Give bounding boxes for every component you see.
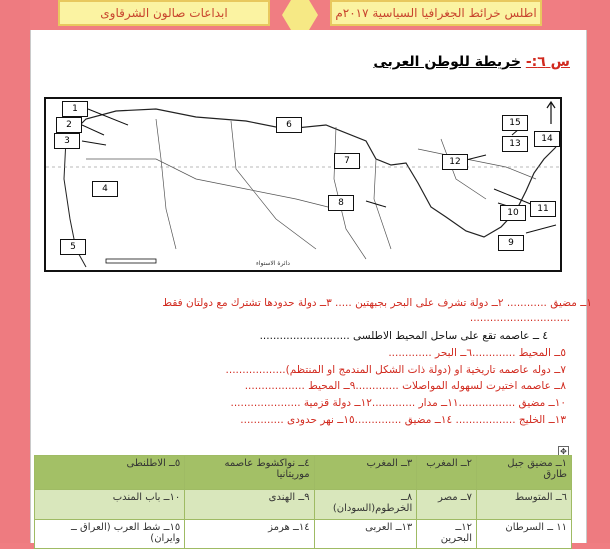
- map-label-14: 14: [534, 131, 560, 147]
- map-label-4: 4: [92, 181, 118, 197]
- map-label-11: 11: [530, 201, 556, 217]
- question-number: س ٦:-: [525, 54, 570, 70]
- map-label-13: 13: [502, 136, 528, 152]
- question-line-5: ٨ــ عاصمه اختيرت لسهوله المواصلات .............٩ــ المحيط ..................: [244, 380, 566, 392]
- answer-cell: ٥ــ الاطلنطى: [35, 456, 185, 490]
- pointer-arrows: [82, 109, 556, 233]
- answer-cell: ٢ــ المغرب: [417, 456, 477, 490]
- question-line-7: ١٣ــ الخليج .................. ١٤ــ مضيق ..............١٥ــ نهر حدودى .............: [240, 414, 566, 426]
- answer-cell: ١٠ــ باب المندب: [35, 490, 185, 520]
- map-drawing: [46, 99, 560, 270]
- question-line-1-continued: ..............................: [469, 312, 570, 324]
- map-label-8: 8: [328, 195, 354, 211]
- left-frame: [0, 0, 30, 543]
- hexagon-decoration: [282, 0, 318, 30]
- answer-cell: ٩ــ الهندى: [185, 490, 314, 520]
- map-label-3: 3: [54, 133, 80, 149]
- map-label-12: 12: [442, 154, 468, 170]
- answer-cell: ١٢ــ البحرين: [417, 520, 477, 549]
- answers-row-3: [35, 520, 572, 549]
- map-label-7: 7: [334, 153, 360, 169]
- arab-world-map: [44, 97, 562, 272]
- border-line: [231, 121, 316, 249]
- answers-row-2: [35, 490, 572, 520]
- answer-cell: ٧ــ مصر: [417, 490, 477, 520]
- map-label-5: 5: [60, 239, 86, 255]
- answers-row-1: [35, 456, 572, 490]
- answer-cell: ٤ــ نواكشوط عاصمه موريتانيا: [185, 456, 314, 490]
- answer-cell: ٣ــ المغرب: [314, 456, 417, 490]
- border-line: [156, 119, 176, 249]
- answer-cell: ١١ ــ السرطان: [477, 520, 572, 549]
- map-label-1: 1: [62, 101, 88, 117]
- author-banner: ابداعات صالون الشرقاوى: [58, 0, 270, 26]
- question-text: خريطة للوطن العربى: [373, 54, 521, 70]
- border-line: [334, 127, 366, 259]
- answers-table: [34, 455, 572, 549]
- map-label-2: 2: [56, 117, 82, 133]
- atlas-title-banner: اطلس خرائط الجغرافيا السياسية ٢٠١٧م: [330, 0, 542, 26]
- answer-cell: ١٥ــ شط العرب (العراق ــ وايران): [35, 520, 185, 549]
- border-line: [86, 159, 336, 209]
- question-line-1: ١ــ مضيق ............ ٢ــ دولة تشرف على البحر بجبهتين ..... ٣ــ دولة حدودها تشترك مع دولتان فقط: [162, 297, 592, 309]
- equator-label: دائرة الاستواء: [256, 260, 290, 267]
- question-line-2: ٤ ــ عاصمه تقع على ساحل المحيط الاطلسى ...........................: [259, 330, 548, 342]
- map-label-6: 6: [276, 117, 302, 133]
- answer-cell: ٦ــ المتوسط: [477, 490, 572, 520]
- question-title: [373, 54, 570, 70]
- answer-cell: ٨ــ الخرطوم(السودان): [314, 490, 417, 520]
- answer-cell: ١ــ مضيق جبل طارق: [477, 456, 572, 490]
- question-line-3: ٥ــ المحيط .............٦ــ البحر .............: [388, 347, 566, 359]
- answer-cell: ١٤ــ هرمز: [185, 520, 314, 549]
- map-label-10: 10: [500, 205, 526, 221]
- map-label-9: 9: [498, 235, 524, 251]
- table-move-handle[interactable]: ✥: [558, 446, 569, 457]
- answer-cell: ١٣ــ العربى: [314, 520, 417, 549]
- map-label-15: 15: [502, 115, 528, 131]
- question-line-4: ٧ــ دوله عاصمه تاريخية او (دولة ذات الشكل المندمج او المنتظم)..................: [225, 364, 566, 376]
- coastline: [66, 109, 556, 237]
- border-line: [418, 149, 536, 179]
- question-line-6: ١٠ــ مضيق .................١١ــ مدار .............١٢ــ دولة قزمية .....................: [230, 397, 566, 409]
- scale-bar: [106, 259, 156, 263]
